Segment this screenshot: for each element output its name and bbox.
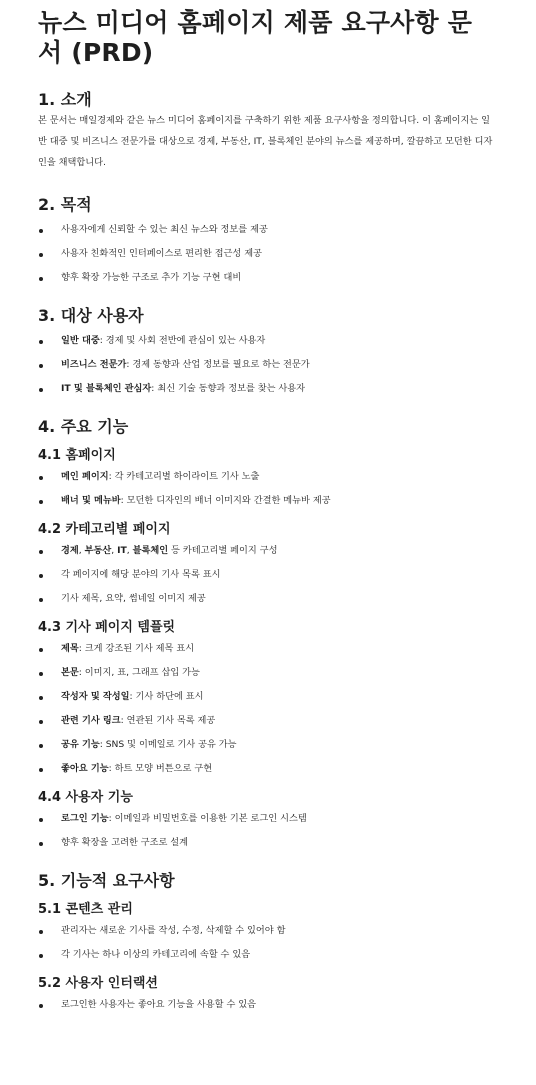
item-label: 비즈니스 전문가: [61, 359, 127, 370]
list-item: [38, 685, 496, 709]
item-label: 일반 대중: [61, 335, 100, 346]
item-text: : 기사 하단에 표시: [129, 691, 204, 702]
intro-paragraph: 본 문서는 매일경제와 같은 뉴스 미디어 홈페이지를 구축하기 위한 제품 요구사항을 정의합니다. 이 홈페이지는 일반 대중 및 비즈니스 전문가를 대상으로 경제, 부동산, IT, 블록체인 분야의 뉴스를 제공하며, 깔끔하고 모던한 디자인을 채택합니다.: [38, 115, 493, 168]
item-label: 부동산: [84, 545, 112, 556]
item-sep: ,: [111, 545, 118, 556]
item-label: 관련 기사 링크: [61, 715, 121, 726]
list-item: [38, 353, 496, 377]
list-item: 향후 확장을 고려한 구조로 설계: [38, 831, 496, 855]
item-text: : 최신 기술 동향과 정보를 찾는 사용자: [151, 383, 306, 394]
item-text: : SNS 및 이메일로 기사 공유 가능: [99, 739, 237, 750]
document-title: 뉴스 미디어 홈페이지 제품 요구사항 문서 (PRD): [38, 8, 473, 67]
section-heading-key-features: 4. 주요 기능: [38, 417, 129, 436]
item-sep: ,: [126, 545, 133, 556]
item-text: : 연관된 기사 목록 제공: [120, 715, 216, 726]
subsection-heading-category-pages: 4.2 카테고리별 페이지: [38, 522, 171, 537]
section-heading-purpose: 2. 목적: [38, 195, 92, 214]
section-heading-intro: 1. 소개: [38, 90, 92, 109]
item-label: 배너 및 메뉴바: [61, 495, 121, 506]
item-text: : 각 카테고리별 하이라이트 기사 노출: [108, 471, 260, 482]
user-interaction-list: [38, 993, 496, 1017]
list-item: [38, 539, 496, 563]
item-label: 경제: [61, 545, 79, 556]
purpose-list: [38, 218, 496, 290]
list-item: 사용자에게 신뢰할 수 있는 최신 뉴스와 정보를 제공: [38, 218, 496, 242]
section-heading-functional-requirements: 5. 기능적 요구사항: [38, 871, 175, 890]
item-label: 본문: [61, 667, 79, 678]
list-item: [38, 709, 496, 733]
list-item: 각 페이지에 해당 분야의 기사 목록 표시: [38, 563, 496, 587]
item-label: 공유 기능: [61, 739, 100, 750]
list-item: 관리자는 새로운 기사를 작성, 수정, 삭제할 수 있어야 함: [38, 919, 496, 943]
item-label: 작성자 및 작성일: [61, 691, 130, 702]
content-management-list: [38, 919, 496, 967]
item-label: 블록체인: [132, 545, 169, 556]
list-item: [38, 661, 496, 685]
subsection-heading-homepage: 4.1 홈페이지: [38, 448, 116, 463]
item-text: : 크게 강조된 기사 제목 표시: [78, 643, 195, 654]
list-item: [38, 757, 496, 781]
user-features-list: [38, 807, 496, 855]
subsection-heading-user-features: 4.4 사용자 기능: [38, 790, 133, 805]
item-label: 좋아요 기능: [61, 763, 109, 774]
item-label: 로그인 기능: [61, 813, 109, 824]
homepage-list: [38, 465, 496, 513]
item-text: : 하트 모양 버튼으로 구현: [108, 763, 213, 774]
article-template-list: [38, 637, 496, 781]
item-label: IT: [117, 545, 127, 556]
list-item: [38, 465, 496, 489]
category-pages-list: [38, 539, 496, 611]
list-item: [38, 637, 496, 661]
subsection-heading-content-management: 5.1 콘텐츠 관리: [38, 902, 133, 917]
target-users-list: [38, 329, 496, 401]
item-sep: ,: [78, 545, 85, 556]
list-item: [38, 807, 496, 831]
list-item: [38, 377, 496, 401]
section-heading-target-users: 3. 대상 사용자: [38, 306, 144, 325]
item-text: : 모던한 디자인의 배너 이미지와 간결한 메뉴바 제공: [120, 495, 331, 506]
list-item: [38, 489, 496, 513]
list-item: 사용자 친화적인 인터페이스로 편리한 접근성 제공: [38, 242, 496, 266]
subsection-heading-user-interaction: 5.2 사용자 인터랙션: [38, 976, 158, 991]
subsection-heading-article-template: 4.3 기사 페이지 템플릿: [38, 620, 176, 635]
list-item: [38, 329, 496, 353]
item-text: : 경제 동향과 산업 정보를 필요로 하는 전문가: [126, 359, 310, 370]
item-text: : 이미지, 표, 그래프 삽입 가능: [78, 667, 200, 678]
list-item: [38, 733, 496, 757]
item-label: IT 및 블록체인 관심자: [61, 383, 152, 394]
list-item: 로그인한 사용자는 좋아요 기능을 사용할 수 있음: [38, 993, 496, 1017]
list-item: 향후 확장 가능한 구조로 추가 기능 구현 대비: [38, 266, 496, 290]
item-text: 등 카테고리별 페이지 구성: [168, 545, 278, 556]
item-text: : 이메일과 비밀번호를 이용한 기본 로그인 시스템: [108, 813, 307, 824]
list-item: 기사 제목, 요약, 썸네일 이미지 제공: [38, 587, 496, 611]
item-text: : 경제 및 사회 전반에 관심이 있는 사용자: [99, 335, 266, 346]
item-label: 메인 페이지: [61, 471, 109, 482]
list-item: 각 기사는 하나 이상의 카테고리에 속할 수 있음: [38, 943, 496, 967]
item-label: 제목: [61, 643, 79, 654]
